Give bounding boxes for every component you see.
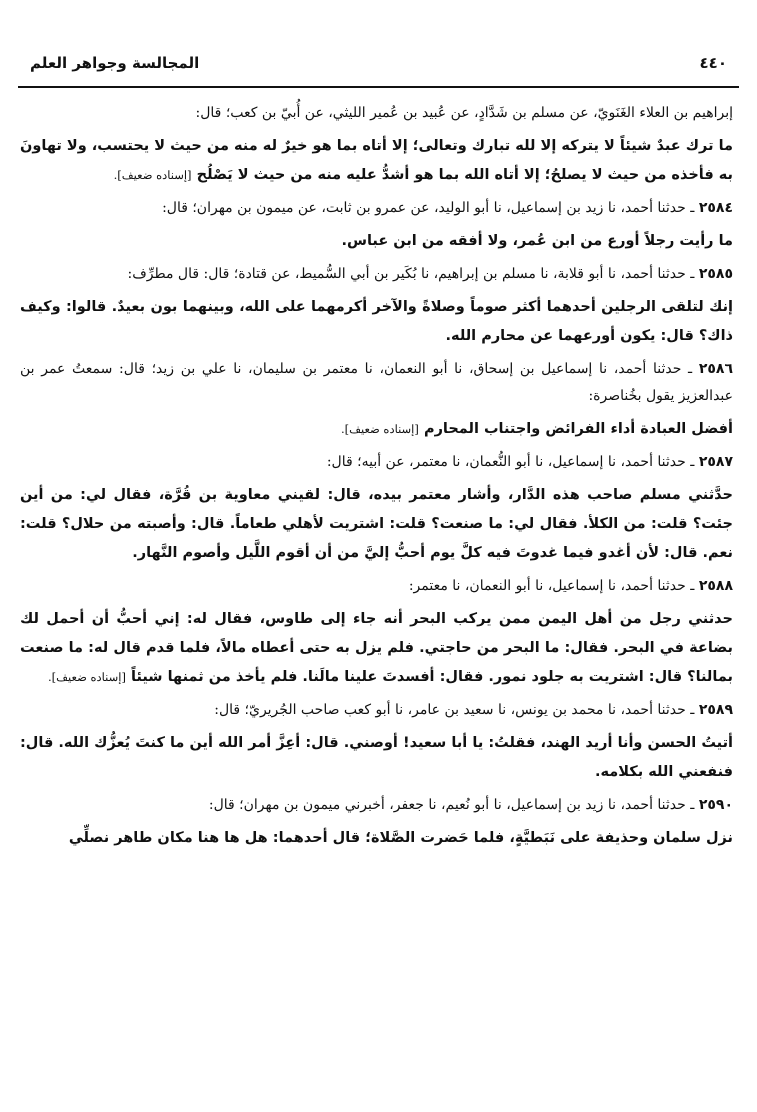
paragraph-text: ـ حدثنا أحمد، نا إسماعيل، نا أبو النعمان، نا معتمر: bbox=[408, 578, 695, 594]
narration-text bbox=[20, 729, 733, 787]
page-body bbox=[20, 100, 733, 858]
page-header bbox=[30, 50, 727, 76]
book-title: المجالسة وجواهر العلم bbox=[30, 54, 200, 72]
paragraph-text: ـ حدثنا أحمد، نا أبو قلابة، نا مسلم بن إبراهيم، نا بُكَير بن أبي السُّميط، عن قتادة؛ قال: قال مطرِّف: bbox=[127, 266, 695, 282]
paragraph-text: ـ حدثنا أحمد، نا إسماعيل، نا أبو النُّعمان، نا معتمر، عن أبيه؛ قال: bbox=[326, 454, 695, 470]
paragraph-text: ما ترك عبدٌ شيئاً لا يتركه إلا لله تبارك وتعالى؛ إلا أتاه بما هو خيرٌ له منه من حيث لا يحتسب، ولا تهاونَ به فأخذه من حيث لا يصلحُ؛ إلا أتاه الله بما هو أشدُّ عليه منه من حيث لا يَصْلُح bbox=[20, 138, 733, 183]
grading-note: [إسناده ضعيف]. bbox=[48, 670, 126, 684]
hadith-number: ٢٥٨٨ bbox=[698, 578, 733, 594]
narration-text bbox=[20, 293, 733, 351]
grading-note: [إسناده ضعيف]. bbox=[113, 168, 192, 182]
hadith-number: ٢٥٨٩ bbox=[698, 702, 733, 718]
hadith-number: ٢٥٨٧ bbox=[698, 454, 733, 470]
chain-of-narration bbox=[20, 100, 733, 127]
paragraph-text: ـ حدثنا أحمد، نا إسماعيل بن إسحاق، نا أبو النعمان، نا معتمر بن سليمان، نا علي بن زيد؛ قال: سمعتُ عمر بن عبدالعزيز يقول بخُناصرة: bbox=[20, 361, 733, 404]
paragraph-text: ـ حدثنا أحمد، نا زيد بن إسماعيل، نا أبو نُعيم، نا جعفر، أخبرني ميمون بن مهران؛ قال: bbox=[208, 797, 695, 813]
paragraph-text: إبراهيم بن العلاء الغَنَويّ، عن مسلم بن شَدَّادٍ، عن عُبيد بن عُمير الليثي، عن أُبيّ بن كعب؛ قال: bbox=[195, 105, 733, 121]
paragraph-text: حدَّثني مسلم صاحب هذه الدَّار، وأشار معتمر بيده، قال: لقيني معاوية بن قُرَّة، فقال لي: من أين جئت؟ قلت: من الكلأ. فقال لي: ما صنعت؟ قلت: اشتريت لأهلي طعاماً. قال: وأصبته من حلال؟ قلت: نعم. قال: لأن أغدو فيما غدوتَ فيه كلَّ يوم أحبُّ إليَّ من أن أقوم اللَّيل وأصوم النَّهار. bbox=[20, 487, 733, 561]
narration-text bbox=[20, 605, 733, 692]
paragraph-text: إنك لتلقى الرجلين أحدهما أكثر صوماً وصلاةً والآخر أكرمهما على الله، وبينهما بون بعيدٌ. قالوا: وكيف ذاك؟ قال: يكون أورعهما عن محارم الله. bbox=[20, 299, 733, 344]
chain-of-narration bbox=[20, 356, 733, 410]
hadith-number: ٢٥٩٠ bbox=[698, 797, 733, 813]
narration-text bbox=[20, 132, 733, 190]
paragraph-text: أتيتُ الحسن وأنا أريد الهند، فقلتُ: يا أبا سعيد! أوصني. قال: أعِزَّ أمر الله أين ما كنتَ يُعزُّك الله. قال: فنفعني الله بكلامه. bbox=[20, 735, 733, 780]
chain-of-narration bbox=[20, 449, 733, 476]
chain-of-narration bbox=[20, 573, 733, 600]
chain-of-narration bbox=[20, 697, 733, 724]
hadith-number: ٢٥٨٥ bbox=[698, 266, 733, 282]
hadith-number: ٢٥٨٦ bbox=[698, 361, 733, 377]
page-number: ٤٤٠ bbox=[699, 54, 727, 72]
chain-of-narration bbox=[20, 261, 733, 288]
narration-text bbox=[20, 227, 733, 256]
paragraph-text: أفضل العبادة أداء الفرائض واجتناب المحارم bbox=[423, 421, 733, 437]
narration-text bbox=[20, 481, 733, 568]
paragraph-text: ـ حدثنا أحمد، نا زيد بن إسماعيل، نا أبو الوليد، عن عمرو بن ثابت، عن ميمون بن مهران؛ قال: bbox=[162, 200, 695, 216]
header-rule bbox=[18, 86, 739, 88]
grading-note: [إسناده ضعيف]. bbox=[340, 422, 419, 436]
paragraph-text: ـ حدثنا أحمد، نا محمد بن يونس، نا سعيد بن عامر، نا أبو كعب صاحب الجُريريّ؛ قال: bbox=[214, 702, 695, 718]
chain-of-narration bbox=[20, 792, 733, 819]
narration-text bbox=[20, 824, 733, 853]
paragraph-text: حدثني رجل من أهل اليمن ممن يركب البحر أنه جاء إلى طاوس، فقال له: إني أحبُّ أن أحمل لك بضاعة في البحر. فقال: ما البحر من حاجتي. فلم يزل به حتى أعطاه مالاً، فلما قدم قال له: ما صنعت بمالنا؟ قال: اشتريت به جلود نمور. فقال: أفسدتَ علينا مالَنا. فلم يأخذ من ثمنها شيئاً bbox=[20, 611, 733, 685]
narration-text bbox=[20, 415, 733, 444]
paragraph-text: ما رأيت رجلاً أورع من ابن عُمر، ولا أفقه من ابن عباس. bbox=[341, 233, 733, 249]
chain-of-narration bbox=[20, 195, 733, 222]
hadith-number: ٢٥٨٤ bbox=[698, 200, 733, 216]
paragraph-text: نزل سلمان وحذيفة على نَبَطيَّةٍ، فلما حَضرت الصَّلاة؛ قال أحدهما: هل ها هنا مكان طاهر نصلِّي bbox=[68, 830, 733, 846]
